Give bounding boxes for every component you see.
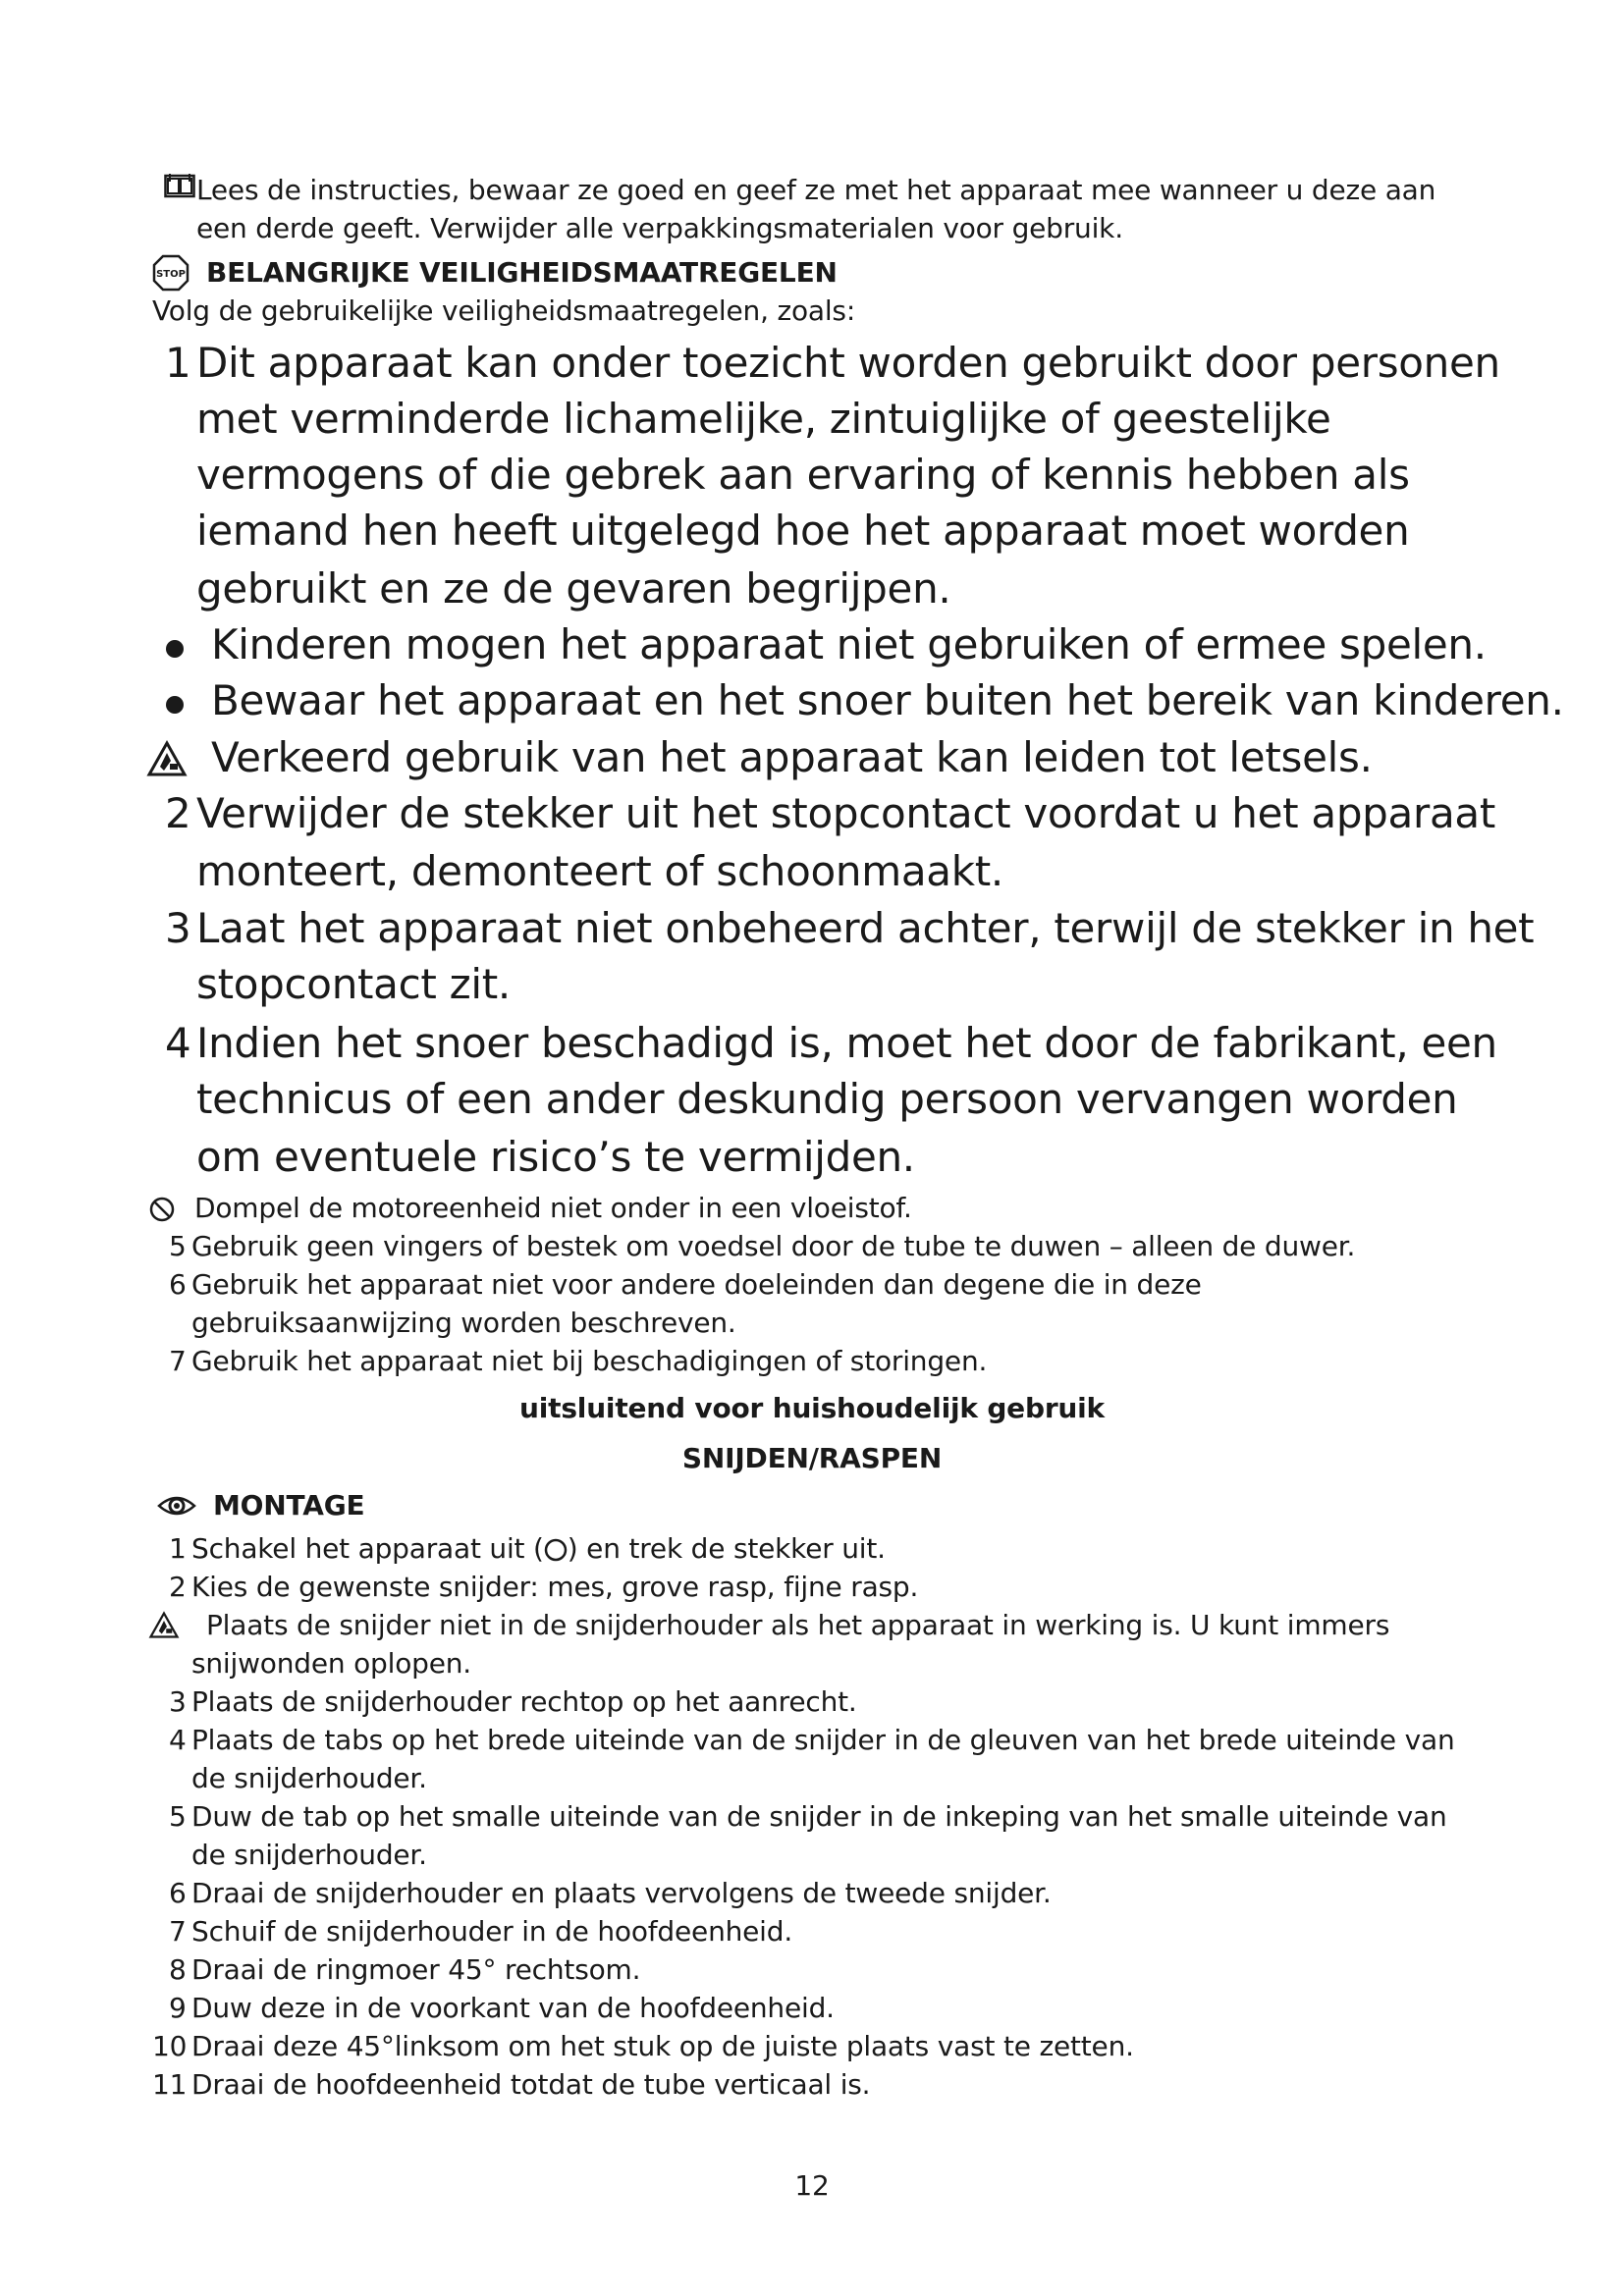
montage-step-10-number: 10 [152, 2030, 188, 2062]
montage-step-1-text-after: ) en trek de stekker uit. [567, 1532, 886, 1565]
no-immerse-text: Dompel de motoreenheid niet onder in een vloeistof. [194, 1192, 912, 1224]
safety-item-4-line: technicus of een ander deskundig persoon vervangen worden [196, 1075, 1458, 1123]
safety-subtitle: Volg de gebruikelijke veiligheidsmaatregelen, zoals: [152, 294, 856, 327]
safety-item-2-number: 2 [165, 789, 191, 837]
montage-step-8-number: 8 [169, 1953, 187, 1986]
montage-step-3: Plaats de snijderhouder rechtop op het aanrecht. [191, 1685, 857, 1718]
montage-step-8: Draai de ringmoer 45° rechtsom. [191, 1953, 641, 1986]
section-title: SNIJDEN/RASPEN [681, 1442, 943, 1474]
household-use-heading: uitsluitend voor huishoudelijk gebruik [519, 1392, 1105, 1424]
intro-line-2: een derde geeft. Verwijder alle verpakkingsmaterialen voor gebruik. [196, 212, 1123, 244]
safety-item-1-line: vermogens of die gebrek aan ervaring of kennis hebben als [196, 451, 1410, 499]
safety-item-2-line: Verwijder de stekker uit het stopcontact voordat u het apparaat [196, 789, 1495, 837]
safety-item-2-line: monteert, demonteert of schoonmaakt. [196, 847, 1003, 895]
montage-step-4-number: 4 [169, 1724, 187, 1756]
stop-icon [152, 254, 189, 292]
safety-item-6-line: gebruiksaanwijzing worden beschreven. [191, 1307, 736, 1339]
montage-step-4: Plaats de tabs op het brede uiteinde van de snijder in de gleuven van het brede uiteinde van [191, 1724, 1455, 1756]
bullet-icon [165, 639, 185, 659]
no-immerse-icon [149, 1197, 175, 1222]
safety-item-1-line: met verminderde lichamelijke, zintuiglijke of geestelijke [196, 395, 1331, 443]
montage-step-5: de snijderhouder. [191, 1839, 427, 1871]
safety-warning: Verkeerd gebruik van het apparaat kan leiden tot letsels. [211, 733, 1373, 781]
montage-step-11: Draai de hoofdeenheid totdat de tube verticaal is. [191, 2068, 871, 2101]
montage-warning-line: snijwonden oplopen. [191, 1647, 471, 1680]
safety-heading: BELANGRIJKE VEILIGHEIDSMAATREGELEN [206, 256, 838, 289]
page-number: 12 [794, 2169, 830, 2202]
safety-item-6-number: 6 [169, 1268, 187, 1301]
safety-item-6-line: Gebruik het apparaat niet voor andere doeleinden dan degene die in deze [191, 1268, 1202, 1301]
safety-item-1-number: 1 [165, 339, 191, 387]
intro-line-1: Lees de instructies, bewaar ze goed en geef ze met het apparaat mee wanneer u deze aan [196, 174, 1436, 206]
montage-step-2-number: 2 [169, 1571, 187, 1603]
montage-step-6-number: 6 [169, 1877, 187, 1909]
safety-bullet: Kinderen mogen het apparaat niet gebruiken of ermee spelen. [211, 620, 1487, 668]
montage-step-4: de snijderhouder. [191, 1762, 427, 1794]
book-icon [164, 172, 195, 199]
safety-bullet: Bewaar het apparaat en het snoer buiten het bereik van kinderen. [211, 676, 1564, 724]
warning-icon [147, 741, 187, 776]
eye-icon [157, 1493, 196, 1519]
safety-item-1-line: iemand hen heeft uitgelegd hoe het apparaat moet worden [196, 507, 1410, 555]
safety-item-7-line: Gebruik het apparaat niet bij beschadigingen of storingen. [191, 1345, 988, 1377]
bullet-icon [165, 695, 185, 715]
montage-step-3-number: 3 [169, 1685, 187, 1718]
safety-item-4-number: 4 [165, 1019, 191, 1067]
safety-item-7-number: 7 [169, 1345, 187, 1377]
warning-icon [149, 1612, 179, 1638]
montage-step-1-number: 1 [169, 1532, 187, 1565]
montage-step-7-number: 7 [169, 1915, 187, 1948]
montage-step-7: Schuif de snijderhouder in de hoofdeenheid. [191, 1915, 793, 1948]
montage-step-9: Duw deze in de voorkant van de hoofdeenheid. [191, 1992, 835, 2024]
montage-step-2: Kies de gewenste snijder: mes, grove rasp, fijne rasp. [191, 1571, 919, 1603]
safety-item-5-number: 5 [169, 1230, 187, 1262]
safety-item-1-line: Dit apparaat kan onder toezicht worden gebruikt door personen [196, 339, 1500, 387]
safety-item-3-number: 3 [165, 904, 191, 952]
montage-step-5-number: 5 [169, 1800, 187, 1833]
montage-step-6: Draai de snijderhouder en plaats vervolgens de tweede snijder. [191, 1877, 1052, 1909]
safety-item-3-line: Laat het apparaat niet onbeheerd achter, terwijl de stekker in het [196, 904, 1535, 952]
montage-step-10: Draai deze 45°linksom om het stuk op de juiste plaats vast te zetten. [191, 2030, 1134, 2062]
off-symbol-icon [544, 1538, 568, 1562]
montage-step-9-number: 9 [169, 1992, 187, 2024]
safety-item-1-line: gebruikt en ze de gevaren begrijpen. [196, 564, 951, 613]
montage-step-5: Duw de tab op het smalle uiteinde van de snijder in de inkeping van het smalle uiteinde van [191, 1800, 1447, 1833]
safety-item-4-line: om eventuele risico’s te vermijden. [196, 1133, 915, 1181]
safety-item-4-line: Indien het snoer beschadigd is, moet het door de fabrikant, een [196, 1019, 1497, 1067]
stop-icon-text: STOP [156, 269, 186, 280]
montage-heading: MONTAGE [213, 1489, 365, 1522]
safety-item-5-line: Gebruik geen vingers of bestek om voedsel door de tube te duwen – alleen de duwer. [191, 1230, 1356, 1262]
montage-step-1 [191, 1530, 886, 1568]
montage-step-11-number: 11 [152, 2068, 188, 2101]
montage-step-1-text-before: Schakel het apparaat uit ( [191, 1532, 544, 1565]
montage-warning-line: Plaats de snijder niet in de snijderhouder als het apparaat in werking is. U kunt immers [206, 1609, 1390, 1641]
safety-item-3-line: stopcontact zit. [196, 960, 511, 1008]
